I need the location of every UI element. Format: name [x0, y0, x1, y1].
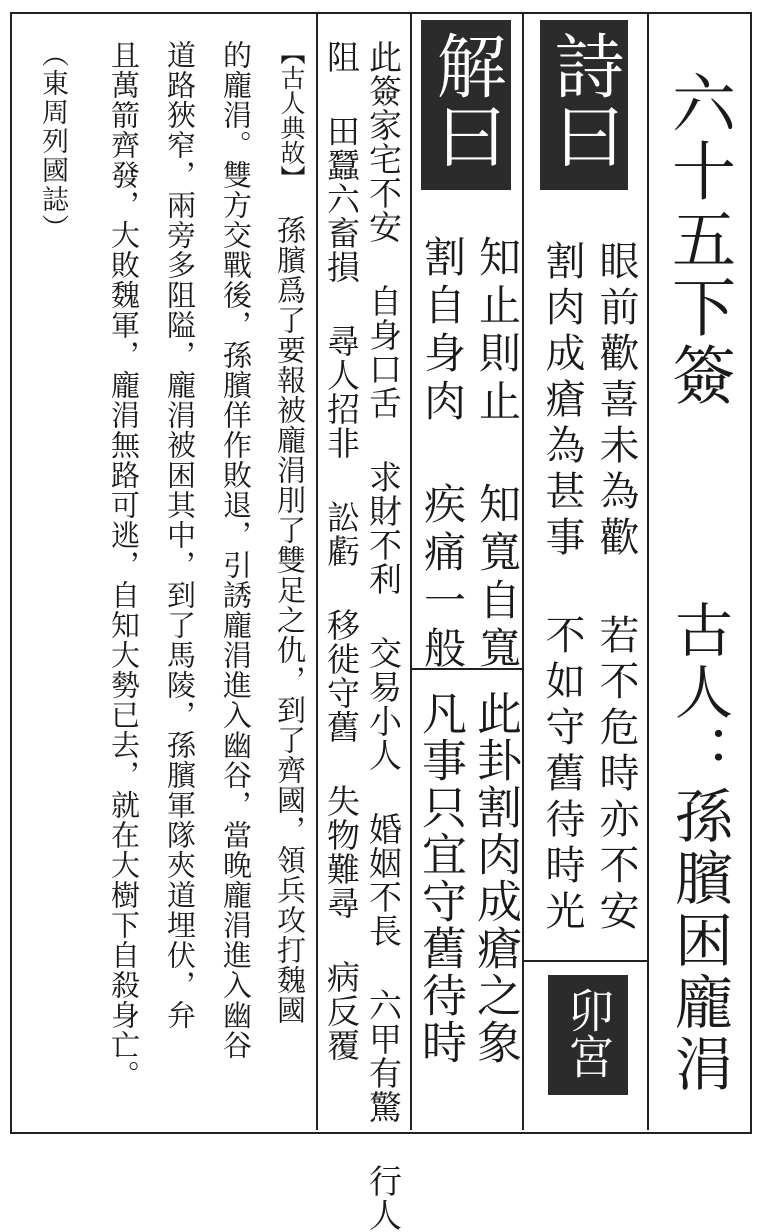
summary-line-2: 凡事只宜守舊待時	[414, 690, 467, 1066]
palace-label-box	[548, 975, 628, 1095]
story-line-1: 孫臏爲了要報被龐涓刖了雙足之仇，到了齊國，領兵攻打魏國	[273, 215, 307, 1025]
story-line-3: 道路狹窄，兩旁多阻隘，龐涓被困其中，到了馬陵，孫臏軍隊夾道埋伏，弁	[163, 40, 197, 1030]
fortune-line-2: 阻 田蠶六畜損 尋人招非 訟虧 移徙守舊 失物難尋 病反覆	[322, 40, 361, 1062]
sign-subtitle: 古人：孫臏困龐涓	[665, 600, 733, 1096]
fortune-line-1: 此簽家宅不安 自身口舌 求財不利 交易小人 婚姻不長 六甲有驚 行人	[364, 40, 403, 1232]
summary-line-1: 此卦割肉成瘡之象	[469, 690, 522, 1066]
story-line-4: 且萬箭齊發，大敗魏軍，龐涓無路可逃，自知大勢已去，就在大樹下自殺身亡。	[107, 40, 141, 1090]
explanation-line-1: 知止則止 知寬自寬	[473, 235, 522, 674]
poem-line-2: 割肉成瘡為甚事 不如守舊待時光	[539, 240, 585, 936]
poem-label: 詩曰	[543, 30, 625, 170]
story-line-2: 的龐涓。雙方交戰後，孫臏佯作敗退，引誘龐涓進入幽谷，當晚龐涓進入幽谷	[219, 40, 253, 1060]
divider-poem-palace	[524, 960, 647, 962]
story-heading: 【古人典故】	[277, 40, 306, 190]
story-source: （東周列國誌）	[37, 40, 68, 243]
explanation-line-2: 割自身肉 疾痛一般	[418, 235, 467, 674]
explanation-label-box	[421, 20, 511, 190]
poem-line-1: 眼前歡喜未為歡 若不危時亦不安	[593, 240, 639, 936]
divider-title	[647, 12, 649, 1130]
palace-label: 卯宮	[561, 987, 615, 1079]
poem-label-box	[540, 20, 628, 190]
explanation-label: 解曰	[425, 30, 507, 170]
sign-title: 六十五下簽	[661, 70, 735, 410]
divider-fortune	[316, 12, 318, 1130]
divider-explanation	[410, 12, 412, 1130]
divider-poem	[522, 12, 524, 1130]
